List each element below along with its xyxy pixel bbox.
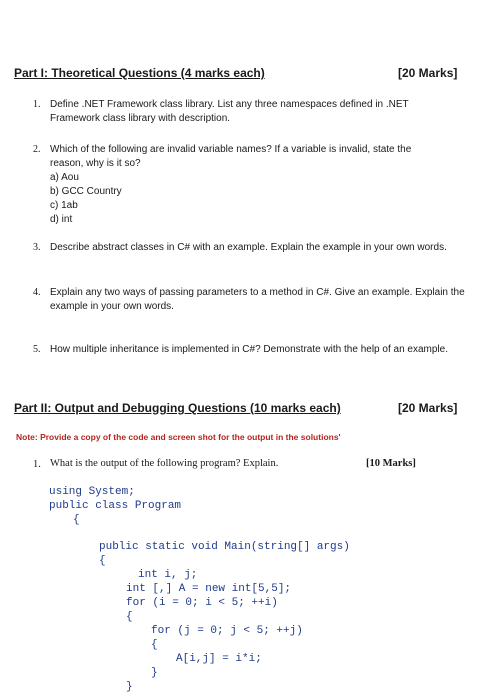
code-line: { [99, 555, 106, 567]
question-number: 2. [33, 144, 41, 155]
code-line: for (i = 0; i < 5; ++i) [126, 597, 278, 609]
question-text: What is the output of the following program? Explain. [50, 458, 279, 469]
option-item: d) int [50, 214, 73, 225]
option-item: a) Aou [50, 172, 79, 183]
question-text: Describe abstract classes in C# with an example. Explain the example in your own words. [50, 242, 447, 253]
code-line: public static void Main(string[] args) [99, 541, 350, 553]
code-line: using System; [49, 486, 135, 498]
code-line: int [,] A = new int[5,5]; [126, 583, 292, 595]
question-number: 1. [33, 459, 41, 470]
question-marks: [10 Marks] [366, 458, 416, 469]
question-text: Define .NET Framework class library. List any three namespaces defined in .NET Framework class library with description. [50, 99, 409, 124]
code-line: } [151, 667, 158, 679]
note-text: Note: Provide a copy of the code and screen shot for the output in the solutions' [16, 432, 341, 442]
code-line: for (j = 0; j < 5; ++j) [151, 625, 303, 637]
question-number: 4. [33, 287, 41, 298]
code-line: A[i,j] = i*i; [176, 653, 262, 665]
code-line: int i, j; [138, 569, 198, 581]
question-text: How multiple inheritance is implemented in C#? Demonstrate with the help of an example. [50, 344, 448, 355]
part1-heading: Part I: Theoretical Questions (4 marks each) [14, 66, 265, 80]
code-line: { [126, 611, 133, 623]
question-number: 1. [33, 99, 41, 110]
part2-marks: [20 Marks] [398, 401, 458, 415]
question-number: 3. [33, 242, 41, 253]
question-text: Which of the following are invalid variable names? If a variable is invalid, state the reason, why is it so? [50, 144, 412, 169]
code-line: { [151, 639, 158, 651]
code-line: public class Program [49, 500, 182, 512]
part1-marks: [20 Marks] [398, 66, 458, 80]
code-line: { [73, 514, 80, 526]
question-number: 5. [33, 344, 41, 355]
question-text: Explain any two ways of passing parameters to a method in C#. Give an example. Explain the example in your own words. [50, 287, 465, 312]
option-item: b) GCC Country [50, 186, 122, 197]
option-item: c) 1ab [50, 200, 78, 211]
part2-heading: Part II: Output and Debugging Questions (10 marks each) [14, 401, 341, 415]
code-line: } [126, 681, 133, 693]
